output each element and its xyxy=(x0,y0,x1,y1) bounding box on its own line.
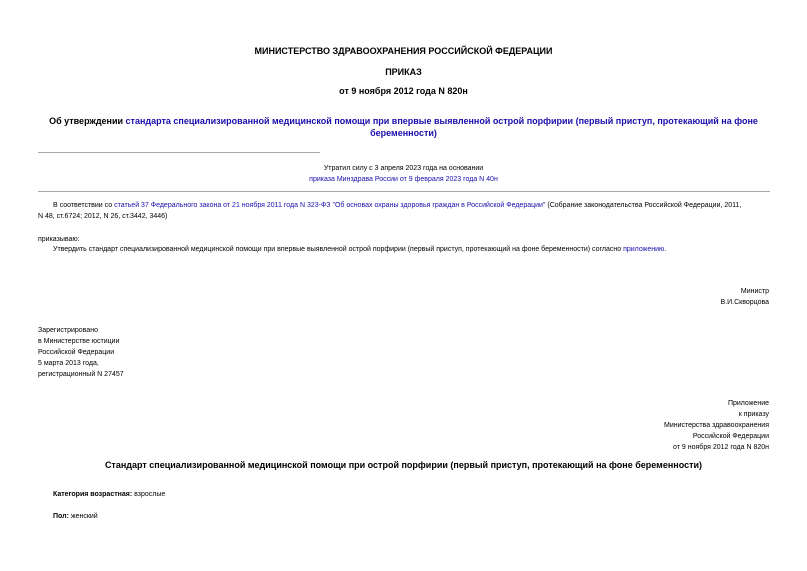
sex-category xyxy=(53,511,98,522)
registration-line: 5 марта 2013 года, xyxy=(38,360,99,367)
order-word: приказываю: xyxy=(38,236,80,243)
order-date: от 9 ноября 2012 года N 820н xyxy=(339,86,468,96)
appendix-line: Приложение xyxy=(727,400,769,407)
age-category xyxy=(53,489,165,500)
sex-value: женский xyxy=(70,513,98,520)
preamble xyxy=(38,200,773,222)
appendix-line: от 9 ноября 2012 года N 820н xyxy=(673,444,769,451)
age-label: Категория возрастная: xyxy=(53,491,133,498)
order-end: . xyxy=(664,246,667,253)
appendix-line: Российской Федерации xyxy=(692,433,769,440)
order-heading: ПРИКАЗ xyxy=(385,67,422,77)
standard-title: Стандарт специализированной медицинской помощи при острой порфирии (первый приступ, протекающий на фоне беременности) xyxy=(104,460,703,470)
age-value: взрослые xyxy=(134,491,166,498)
registration-line: Зарегистрировано xyxy=(38,327,98,334)
signature-name: В.И.Скворцова xyxy=(720,299,769,306)
status-link[interactable]: приказа Минздрава России от 9 февраля 2023 года N 40н xyxy=(309,176,498,183)
appendix-block xyxy=(664,398,769,453)
law-link[interactable]: статьей 37 Федерального закона от 21 ноября 2011 года N 323-ФЗ "Об основах охраны здоровья граждан в Российской Федерации" xyxy=(114,202,546,209)
appendix-link[interactable]: приложению xyxy=(623,246,665,253)
appendix-line: Министерства здравоохранения xyxy=(664,422,769,429)
registration-line: Российской Федерации xyxy=(38,349,115,356)
appendix-line: к приказу xyxy=(738,411,769,418)
registration-block xyxy=(38,325,124,380)
ministry-heading: МИНИСТЕРСТВО ЗДРАВООХРАНЕНИЯ РОССИЙСКОЙ ФЕДЕРАЦИИ xyxy=(254,46,553,56)
signature-block xyxy=(721,286,770,308)
title-link[interactable]: стандарта специализированной медицинской помощи при впервые выявленной острой порфирии (первый приступ, протекающий на фоне xyxy=(125,116,758,126)
order-text xyxy=(53,244,666,255)
preamble-intro: В соответствии со xyxy=(53,202,115,209)
preamble-line2: N 48, ст.6724; 2012, N 26, ст.3442, 3446) xyxy=(38,213,168,220)
status-note xyxy=(0,163,807,185)
title-prefix: Об утверждении xyxy=(49,116,126,126)
divider-full xyxy=(38,191,770,192)
registration-line: регистрационный N 27457 xyxy=(38,371,124,378)
document-title xyxy=(0,115,807,139)
divider-short xyxy=(38,152,320,153)
signature-position: Министр xyxy=(740,288,769,295)
title-link-continued[interactable]: беременности) xyxy=(370,128,437,138)
sex-label: Пол: xyxy=(53,513,69,520)
status-text: Утратил силу с 3 апреля 2023 года на основании xyxy=(323,165,484,172)
preamble-tail: (Собрание законодательства Российской Федерации, 2011, xyxy=(545,202,742,209)
registration-line: в Министерстве юстиции xyxy=(38,338,120,345)
order-body: Утвердить стандарт специализированной медицинской помощи при впервые выявленной острой порфирии (первый приступ, протекающий на фоне беременности) согласно xyxy=(53,246,624,253)
